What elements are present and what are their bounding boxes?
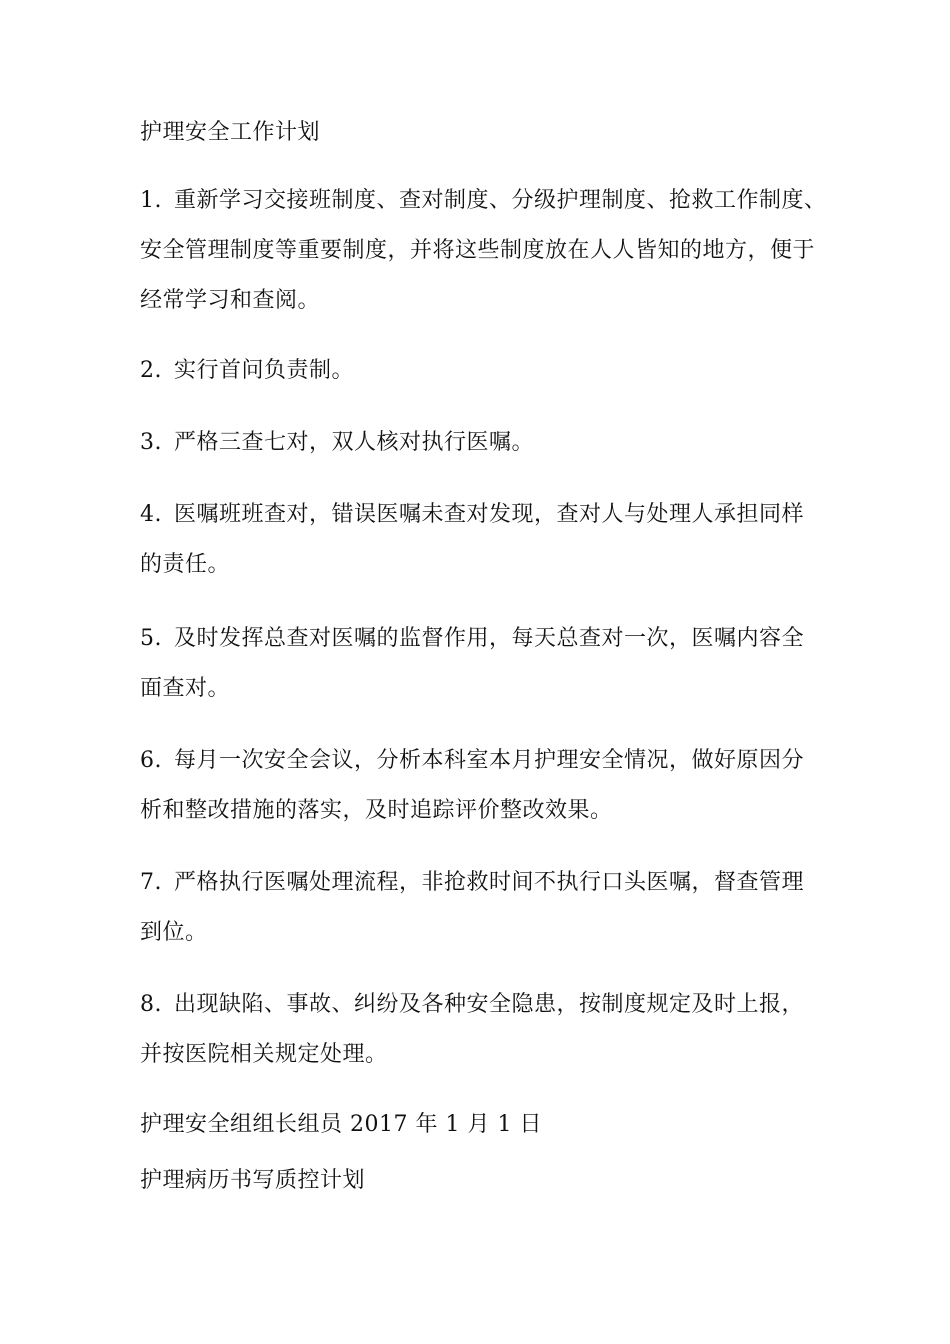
item-number: 1. [140, 188, 162, 213]
item-text: 每月一次安全会议，分析本科室本月护理安全情况，做好原因分 [174, 748, 805, 773]
item-number: 3. [140, 430, 162, 455]
list-item-6-line-2: 析和整改措施的落实，及时追踪评价整改效果。 [140, 798, 613, 823]
item-text: 严格执行医嘱处理流程，非抢救时间不执行口头医嘱，督查管理 [174, 870, 805, 895]
item-text: 严格三查七对，双人核对执行医嘱。 [174, 430, 535, 455]
list-item-2-line-1 [140, 356, 354, 386]
list-item-8-line-2: 并按医院相关规定处理。 [140, 1042, 388, 1067]
next-section-title: 护理病历书写质控计划 [140, 1168, 366, 1193]
signature-date: 护理安全组组长组员 2017 年 1 月 1 日 [140, 1112, 542, 1137]
item-text: 重新学习交接班制度、查对制度、分级护理制度、抢救工作制度、 [174, 188, 827, 213]
document-title: 护理安全工作计划 [140, 120, 321, 145]
list-item-7-line-2: 到位。 [140, 920, 208, 945]
list-item-6-line-1 [140, 746, 804, 776]
item-text: 医嘱班班查对，错误医嘱未查对发现，查对人与处理人承担同样 [174, 502, 805, 527]
list-item-1-line-3: 经常学习和查阅。 [140, 288, 321, 313]
item-text: 及时发挥总查对医嘱的监督作用，每天总查对一次，医嘱内容全 [174, 626, 805, 651]
item-number: 6. [140, 748, 162, 773]
list-item-1-line-1 [140, 186, 827, 216]
list-item-8-line-1 [140, 990, 804, 1020]
list-item-5-line-2: 面查对。 [140, 676, 231, 701]
item-number: 8. [140, 992, 162, 1017]
list-item-7-line-1 [140, 868, 804, 898]
item-number: 2. [140, 358, 162, 383]
list-item-4-line-2: 的责任。 [140, 552, 231, 577]
item-number: 4. [140, 502, 162, 527]
list-item-1-line-2: 安全管理制度等重要制度，并将这些制度放在人人皆知的地方，便于 [140, 238, 816, 263]
item-text: 实行首问负责制。 [174, 358, 355, 383]
item-text: 出现缺陷、事故、纠纷及各种安全隐患，按制度规定及时上报， [174, 992, 805, 1017]
item-number: 5. [140, 626, 162, 651]
list-item-3-line-1 [140, 428, 534, 458]
list-item-4-line-1 [140, 500, 804, 530]
item-number: 7. [140, 870, 162, 895]
list-item-5-line-1 [140, 624, 804, 654]
